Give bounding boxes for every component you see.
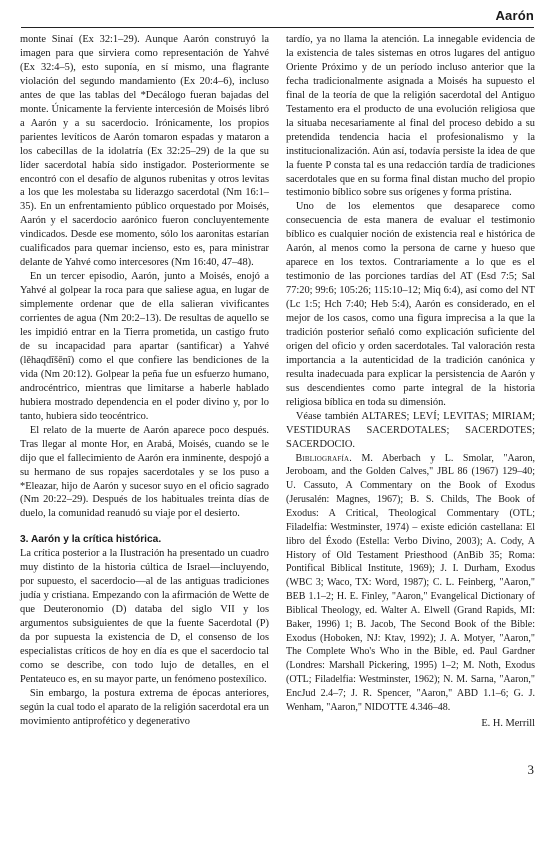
see-also: Véase también ALTARES; LEVÍ; LEVITAS; MIRIAM; VESTIDURAS SACERDOTALES; SACERDOTES; SACERDOCIO. (286, 410, 535, 450)
bibliography-text: M. Aberbach y L. Smolar, "Aaron, Jeroboam, and the Golden Calves," JBL 86 (1967) 129–40; U. Cassuto, A Commentary on the Book of Exodus (Jerusalén: Magnes, 1967); B. S. Childs, The Book of Exodus: A Critical, Theological Commentary (OTL; Filadelfia: Westminster, 1974) – existe edición castellana: El libro del Éxodo (Estella: Verbo Divino, 2003); A. Cody, A History of Old Testament Priesthood (AnBib 35; Roma: Pontifical Biblical Institute, 1969); J. I. Durham, Exodus (WBC 3; Waco, TX: Word, 1987); C. L. Feinberg, "Aaron," BEB 1.1–2; H. E. Finley, "Aaron," Evangelical Dictionary of Biblical Theology, ed. Walter A. Elwell (Grand Rapids, MI: Baker, 1996) 1; B. Jacob, The Second Book of the Bible: Exodus (Hoboken, NJ: Ktav, 1992); J. A. Motyer, "Aaron," The Complete Who's Who in the Bible, ed. Paul Gardner (Londres: Marshall Pickering, 1995) 1–2; M. Noth, Exodus (OTL; Filadelfia: Westminster, 1962); N. M. Sarna, "Aaron," EncJud 2.4–7; J. R. Spencer, "Aaron," ABD 1.1–6; G. J. Wenham, "Aaron," NIDOTTE 4.346–48. (286, 452, 536, 713)
section-heading: 3. Aarón y la crítica histórica. (20, 534, 162, 546)
body-paragraph: La crítica posterior a la Ilustración ha presentado un cuadro muy distinto de la historia cúltica de Israel—incluyendo, por supuesto, el sacerdocio—al de las antiguas tradiciones judía y cristiana. Empezando con la afirmación de Wette de que Deuteronomio (D) databa del siglo VII y los argumentos subsiguientes de que la fuente Sacerdotal (P) da por supuesta la existencia de D, el consenso de los especialistas críticos de hoy en día es que el sacerdocio tal como se describe, con todo lujo de detalles, en el Pentateuco es, en su mayor parte, un fenómeno postexílico. (20, 548, 269, 685)
left-column (20, 33, 269, 729)
body-paragraph: Uno de los elementos que desaparece como consecuencia de esta manera de evaluar el testimonio bíblico es cualquier noción de existencia real e histórica de Aarón, al menos como la persona de carne y hueso que aparece en los textos. Contrariamente a lo que es el testimonio de las porciones tardías del AT (Esd 7:5; Sal 77:20; 99:6; 105:26; 115:10–12; Miq 6:4), así como del NT (Lc 1:5; Hch 7:40; Heb 5:4), Aarón es considerado, en el mejor de los casos, como una figura imprecisa a la que la tradición posterior señaló como explicación suficiente del origen del oficio y orden sacerdotales. Tal valoración resta importancia a la autenticidad de la tradición canónica y resulta inadecuada para explicar la persistencia de Aarón y sus descendientes como parte integral de la historia religiosa bíblica en toda su dimensión. (286, 201, 535, 408)
bibliography-label: Bibliografía. (295, 452, 352, 464)
author-signature: E. H. Merrill (481, 717, 535, 729)
right-column (286, 33, 535, 731)
header-rule (21, 27, 534, 28)
body-paragraph: En un tercer episodio, Aarón, junto a Moisés, enojó a Yahvé al golpear la roca para que saliese agua, en lugar de simplemente ordenar que de ella salieran vivificantes corrientes de agua (Nm 20:2–13). De resultas de aquello se les impidió entrar en la Tierra prometida, un castigo fruto de su incapacidad para apartar (santificar) a Yahvé (lěhaqdîšēnî) como el que confiere las bendiciones de la vida (Nm 20:12). Golpear la peña fue un esfuerzo humano, androcéntrico, mientras que limitarse a haberle hablado hubiera mostrado dependencia en el poder divino y, por lo tanto, hubiera sido teocéntrico. (20, 271, 269, 422)
bibliography (286, 452, 535, 715)
body-paragraph: monte Sinaí (Ex 32:1–29). Aunque Aarón construyó la imagen para que sirviera como representación de Yahvé (Ex 32:4–5), esto suponía, en sí mismo, una flagrante violación del segundo mandamiento (Ex 20:4–6), incluso antes de que las tablas del *Decálogo fueran bajadas del monte. Únicamente la ferviente intercesión de Moisés libró a Aarón y a su sacerdocio. Irónicamente, los propios parientes levíticos de Aarón tomaron espadas y mataron a los cabecillas de la idolatría (Ex 32:25–29) de la que su líder sacerdotal había sido instigador. Posteriormente se encontró con el desafío de algunos rubenitas y otros levitas a los que les molestaba su liderazgo sacerdotal (Nm 16:1–35). En un enfrentamiento público orquestado por Moisés, Aarón y el sacerdocio aarónico fueron concluyentemente vindicados. Desde ese momento, sólo los aaronitas estarían cualificados para quemar incienso, esto es, para ministrar delante de Yahvé como intercesores (Nm 16:40, 47–48). (20, 34, 269, 269)
running-head: Aarón (495, 8, 534, 23)
page-number: 3 (527, 762, 534, 777)
body-paragraph: Sin embargo, la postura extrema de épocas anteriores, según la cual todo el aparato de la religión sacerdotal era un movimiento antiprofético y degenerativo (20, 687, 269, 727)
body-paragraph: El relato de la muerte de Aarón aparece poco después. Tras llegar al monte Hor, en Arabá, Moisés, cuando se le dijo que el fallecimiento de Aarón era inminente, despojó a su hermano de sus ropajes sacerdotales y se los puso a *Eleazar, hijo de Aarón y sucesor suyo en el oficio sagrado (Nm 20:22–29). Después de los habituales treinta días de duelo, la comunidad reanudó su viaje por el desierto. (20, 424, 269, 520)
body-paragraph: tardío, ya no llama la atención. La innegable evidencia de la existencia de tales sistemas en otros lugares del antiguo Oriente Próximo y de un período incluso anterior que la fecha tradicionalmente asignada a Moisés ha supuesto el final de la teoría de que la religión sacerdotal del Antiguo Testamento era el producto de una evolución religiosa que la situaba necesariamente al final del proceso debido a su pretendida tendencia hacia el profesionalismo y la institucionalización. Aún así, todavía persiste la idea de que la fuente P consta tal es una redacción tardía de tradiciones sacerdotales que en su forma final distan mucho del propio testimonio bíblico sobre sus orígenes y forma prístina. (286, 34, 535, 199)
